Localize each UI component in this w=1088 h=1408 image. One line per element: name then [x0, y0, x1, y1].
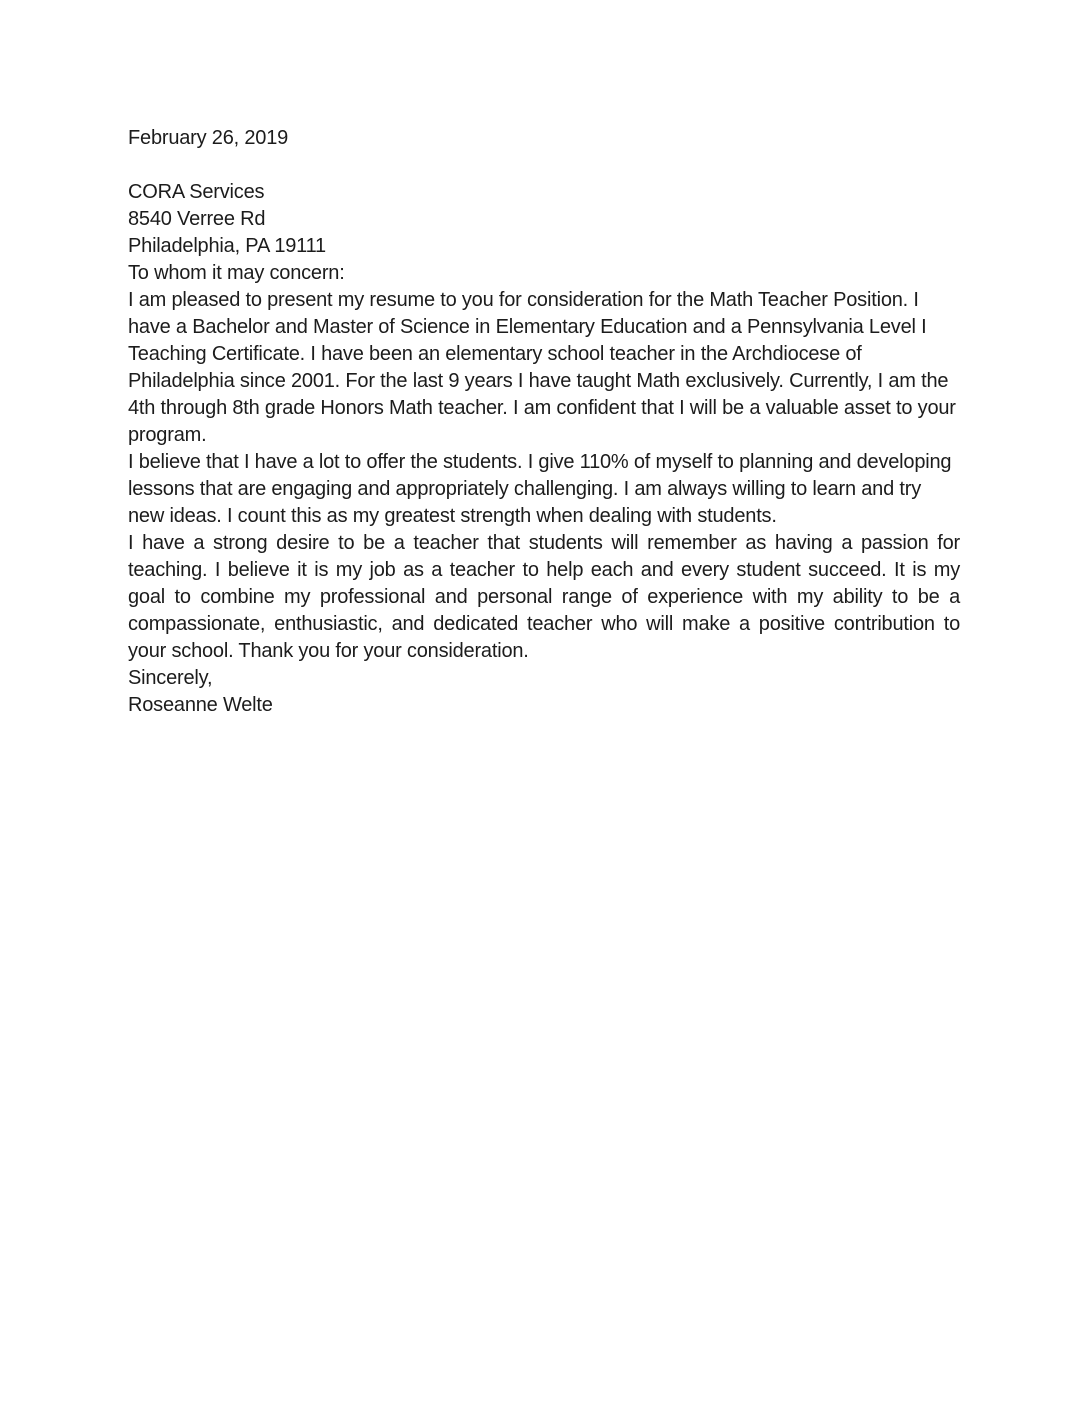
recipient-city-state-zip: Philadelphia, PA 19111	[128, 235, 326, 257]
body-paragraph-3: I have a strong desire to be a teacher that students will remember as having a passion for teaching. I believe it is my job as a teacher to help each and every student succeed. It is my goal to combine my professional and personal range of experience with my ability to be a compassionate, enthusiastic, and dedicated teacher who will make a positive contribution to your school. Thank you for your consideration.	[128, 532, 960, 662]
recipient-name: CORA Services	[128, 181, 265, 203]
closing: Sincerely,	[128, 667, 213, 689]
recipient-street: 8540 Verree Rd	[128, 208, 266, 230]
signature-name: Roseanne Welte	[128, 694, 273, 716]
recipient-address-block	[128, 179, 960, 260]
body-paragraph-2: I believe that I have a lot to offer the students. I give 110% of myself to planning and developing lessons that are engaging and appropriately challenging. I am always willing to learn and try new ideas. I count this as my greatest strength when dealing with students.	[128, 451, 952, 527]
salutation: To whom it may concern:	[128, 262, 345, 284]
letter-date: February 26, 2019	[128, 127, 289, 149]
body-paragraph-1: I am pleased to present my resume to you for consideration for the Math Teacher Position. I have a Bachelor and Master of Science in Elementary Education and a Pennsylvania Level I Teaching Certificate. I have been an elementary school teacher in the Archdiocese of Philadelphia since 2001. For the last 9 years I have taught Math exclusively. Currently, I am the 4th through 8th grade Honors Math teacher. I am confident that I will be a valuable asset to your program.	[128, 289, 956, 446]
